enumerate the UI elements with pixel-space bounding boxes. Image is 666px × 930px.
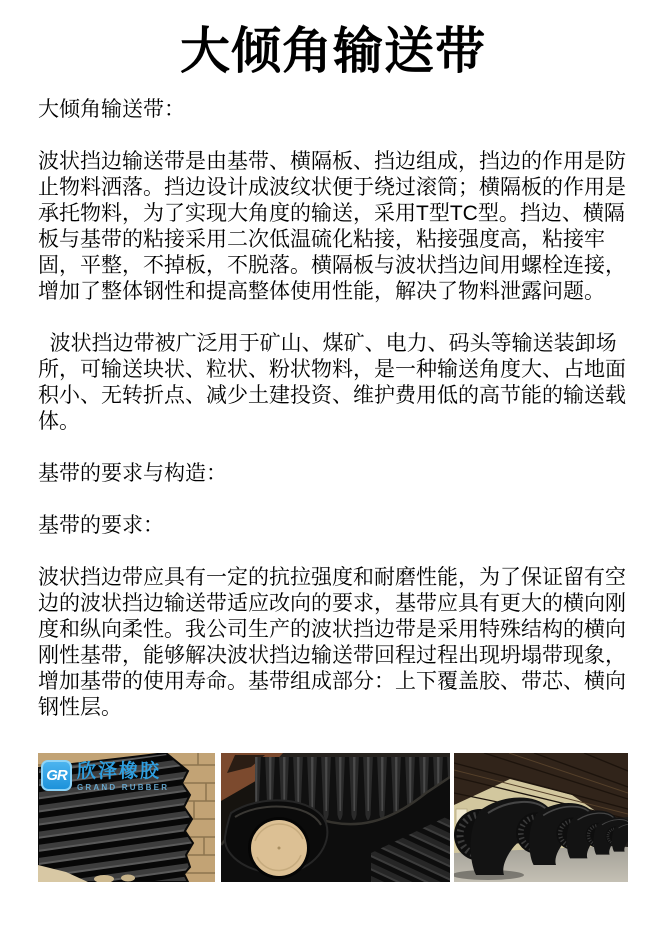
grand-rubber-logo — [41, 760, 169, 792]
heading-base-belt-req-structure: 基带的要求与构造： — [38, 462, 227, 485]
grand-rubber-logo-icon — [41, 760, 72, 791]
photo-3-illustration — [454, 753, 628, 882]
article-body — [38, 97, 628, 721]
paragraph-applications: 波状挡边带被广泛用于矿山、煤矿、电力、码头等输送装卸场所，可输送块状、粒状、粉状物料，是一种输送角度大、占地面积小、无转折点、减少土建投资、维护费用低的高节能的输送载体。 — [38, 332, 626, 433]
logo-name-english: GRAND RUBBER — [77, 783, 170, 792]
product-photo-gallery — [38, 753, 628, 882]
product-photo-belt-loop-closeup — [221, 753, 450, 882]
paragraph-composition: 波状挡边输送带是由基带、横隔板、挡边组成，挡边的作用是防止物料洒落。挡边设计成波纹状便于绕过滚筒；横隔板的作用是承托物料，为了实现大角度的输送，采用T型TC型。挡边、横隔板与基带的粘接采用二次低温硫化粘接，粘接强度高，粘接牢固，平整，不掉板，不脱落。横隔板与波状挡边间用螺栓连接，增加了整体钢性和提高整体使用性能，解决了物料泄露问题。 — [38, 150, 626, 303]
paragraph-base-belt-detail: 波状挡边带应具有一定的抗拉强度和耐磨性能，为了保证留有空边的波状挡边输送带适应改向的要求，基带应具有更大的横向刚度和纵向柔性。我公司生产的波状挡边带是采用特殊结构的横向刚性基带，能够解决波状挡边输送带回程过程出现坍塌带现象，增加基带的使用寿命。基带组成部分：上下覆盖胶、带芯、横向钢性层。 — [38, 566, 626, 719]
page-title: 大倾角输送带 — [180, 23, 486, 79]
logo-initials: GR — [46, 767, 67, 784]
heading-base-belt-req: 基带的要求： — [38, 514, 164, 537]
logo-name-chinese: 欣泽橡胶 — [77, 761, 162, 782]
photo-2-illustration — [221, 753, 450, 882]
logo-names — [77, 760, 169, 792]
product-photo-sidewall-belt-stack — [38, 753, 215, 882]
paragraph-intro-label: 大倾角输送带： — [38, 98, 185, 121]
product-photo-warehouse-row — [454, 753, 628, 882]
